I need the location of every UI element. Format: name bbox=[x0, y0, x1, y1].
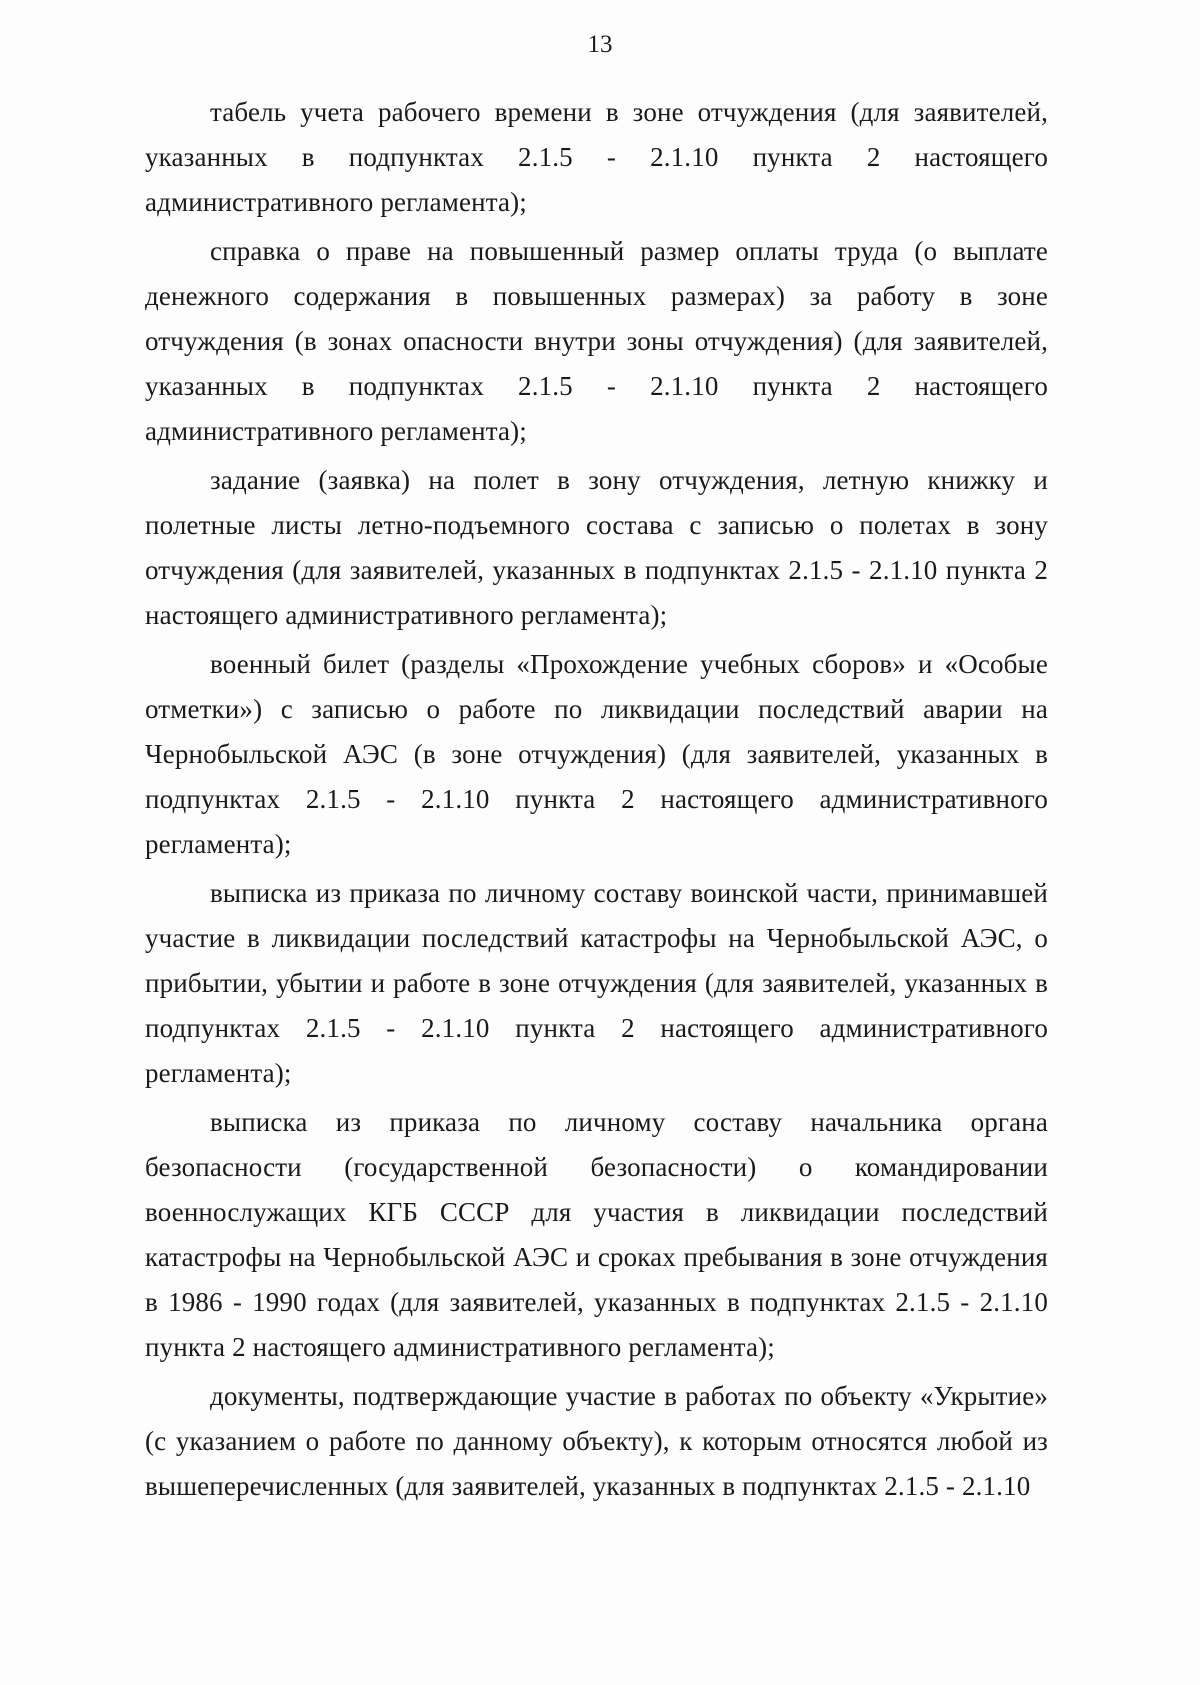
paragraph-military-id: военный билет (разделы «Прохождение учебных сборов» и «Особые отметки») с записью о работе по ликвидации последствий аварии на Чернобыльской АЭС (в зоне отчуждения) (для заявителей, указанных в подпунктах 2.1.5 - 2.1.10 пункта 2 настоящего административного регламента); bbox=[145, 649, 1048, 859]
paragraph-timesheet: табель учета рабочего времени в зоне отчуждения (для заявителей, указанных в подпунктах 2.1.5 - 2.1.10 пункта 2 настоящего административного регламента); bbox=[145, 97, 1048, 217]
paragraph-flight-assignment: задание (заявка) на полет в зону отчуждения, летную книжку и полетные листы летно-подъемного состава с записью о полетах в зону отчуждения (для заявителей, указанных в подпунктах 2.1.5 - 2.1.10 пункта 2 настоящего административного регламента); bbox=[145, 465, 1048, 630]
paragraph-security-agency-order: выписка из приказа по личному составу начальника органа безопасности (государственной безопасности) о командировании военнослужащих КГБ СССР для участия в ликвидации последствий катастрофы на Чернобыльской АЭС и сроках пребывания в зоне отчуждения в 1986 - 1990 годах (для заявителей, указанных в подпунктах 2.1.5 - 2.1.10 пункта 2 настоящего административного регламента); bbox=[145, 1107, 1048, 1362]
paragraph-shelter-object-documents: документы, подтверждающие участие в работах по объекту «Укрытие» (с указанием о работе по данному объекту), к которым относятся любой из вышеперечисленных (для заявителей, указанных в подпунктах 2.1.5 - 2.1.10 bbox=[145, 1381, 1048, 1501]
page-number: 13 bbox=[587, 31, 613, 58]
paragraph-salary-certificate: справка о праве на повышенный размер оплаты труда (о выплате денежного содержания в повышенных размерах) за работу в зоне отчуждения (в зонах опасности внутри зоны отчуждения) (для заявителей, указанных в подпунктах 2.1.5 - 2.1.10 пункта 2 настоящего административного регламента); bbox=[145, 236, 1048, 446]
paragraph-military-unit-order: выписка из приказа по личному составу воинской части, принимавшей участие в ликвидации последствий катастрофы на Чернобыльской АЭС, о прибытии, убытии и работе в зоне отчуждения (для заявителей, указанных в подпунктах 2.1.5 - 2.1.10 пункта 2 настоящего административного регламента); bbox=[145, 878, 1048, 1088]
document-body bbox=[145, 90, 1048, 1513]
